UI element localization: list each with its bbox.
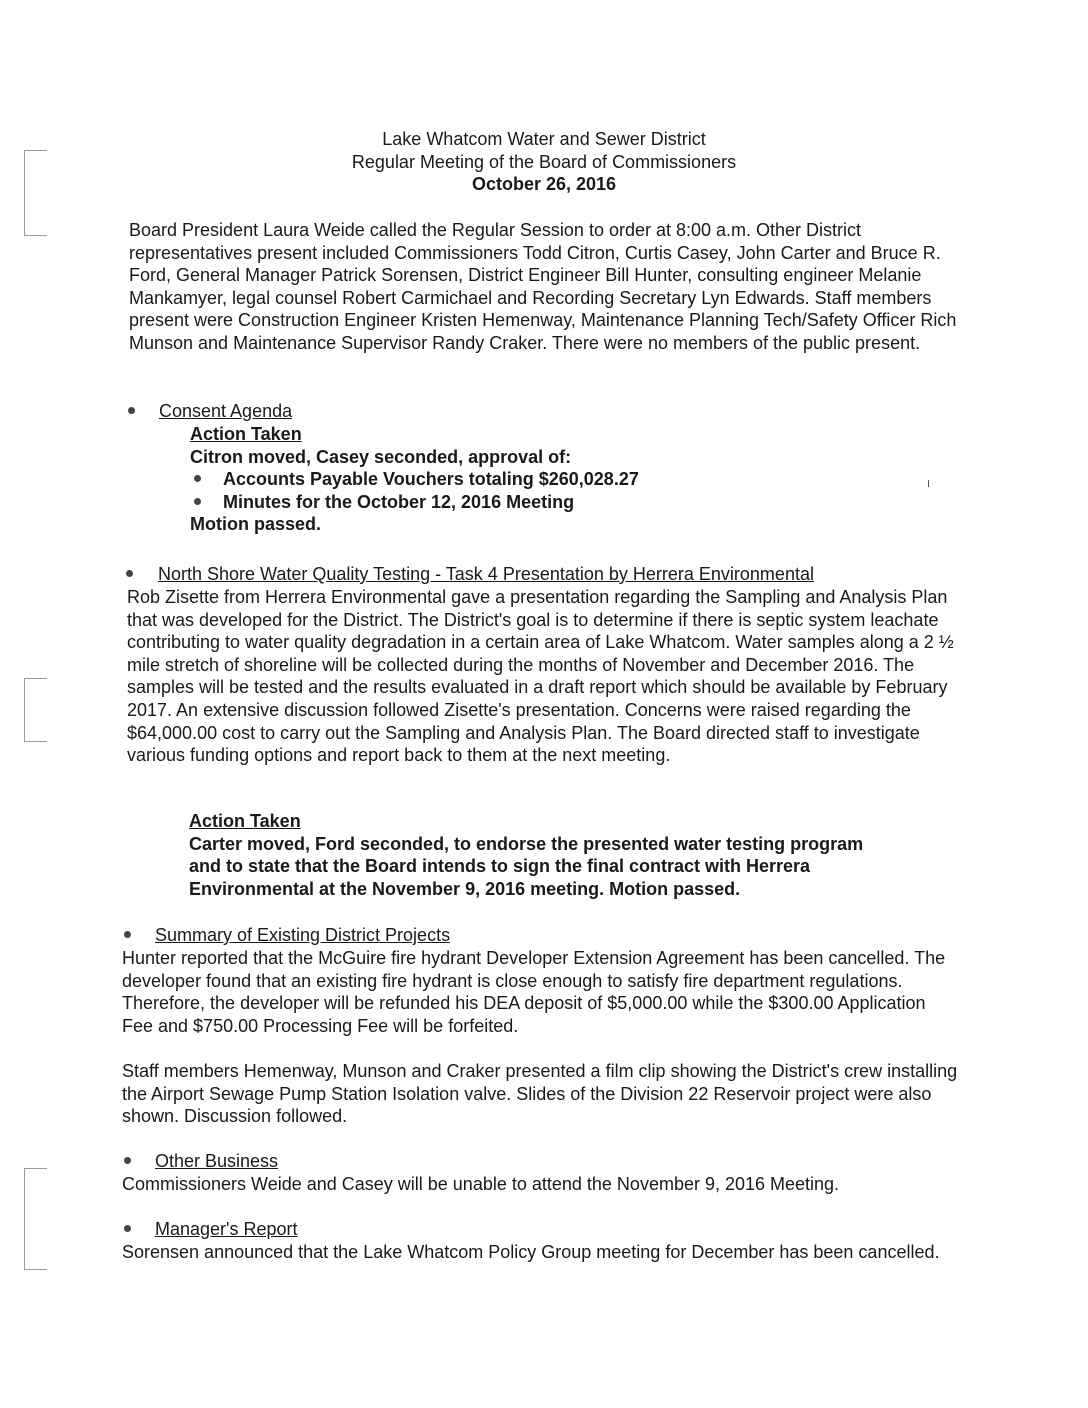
bullet-icon bbox=[194, 498, 201, 505]
manager-heading-line bbox=[124, 1218, 298, 1241]
binder-mark bbox=[24, 678, 47, 742]
north-shore-action-block bbox=[189, 810, 969, 900]
consent-item: Accounts Payable Vouchers totaling $260,028.27 bbox=[190, 468, 970, 491]
north-shore-paragraph: Rob Zisette from Herrera Environmental gave a presentation regarding the Sampling and Analysis Plan that was developed for the District. The District's goal is to determine if there is septic system leachate contributing to water quality degradation in a certain area of Lake Whatcom. Water samples along a 2 ½ mile stretch of shoreline will be collected during the months of November and December 2016. The samples will be tested and the results evaluated in a draft report which should be available by February 2017. An extensive discussion followed Zisette's presentation. Concerns were raised regarding the $64,000.00 cost to carry out the Sampling and Analysis Plan. The Board directed staff to investigate various funding options and report back to them at the next meeting. bbox=[127, 587, 954, 766]
other-heading-line bbox=[124, 1150, 278, 1173]
bullet-icon bbox=[128, 407, 135, 414]
north-shore-heading: North Shore Water Quality Testing - Task 4 Presentation by Herrera Environmental bbox=[158, 564, 814, 584]
org-name: Lake Whatcom Water and Sewer District bbox=[382, 129, 706, 149]
meeting-title: Regular Meeting of the Board of Commissioners bbox=[351, 151, 737, 172]
consent-heading: Consent Agenda bbox=[159, 401, 293, 421]
bullet-icon bbox=[124, 931, 131, 938]
intro-paragraph: Board President Laura Weide called the Regular Session to order at 8:00 a.m. Other District representatives present included Commissioners Todd Citron, Curtis Casey, John Carter and Bruce R. Ford, General Manager Patrick Sorensen, District Engineer Bill Hunter, consulting engineer Melanie Mankamyer, legal counsel Robert Carmichael and Recording Secretary Lyn Edwards. Staff members present were Construction Engineer Kristen Hemenway, Maintenance Planning Tech/Safety Officer Rich Munson and Maintenance Supervisor Randy Craker. There were no members of the public present. bbox=[129, 220, 957, 353]
consent-motion: Citron moved, Casey seconded, approval of: bbox=[190, 446, 572, 467]
projects-paragraph-2: Staff members Hemenway, Munson and Craker presented a film clip showing the District's crew installing the Airport Sewage Pump Station Isolation valve. Slides of the Division 22 Reservoir project were also shown. Discussion followed. bbox=[122, 1061, 958, 1127]
consent-action-label: Action Taken bbox=[190, 424, 302, 444]
meeting-date: October 26, 2016 bbox=[471, 174, 617, 195]
projects-heading: Summary of Existing District Projects bbox=[155, 925, 451, 945]
bullet-icon bbox=[124, 1157, 131, 1164]
document-header bbox=[0, 128, 1088, 196]
bullet-icon bbox=[124, 1225, 131, 1232]
projects-paragraph-1: Hunter reported that the McGuire fire hydrant Developer Extension Agreement has been cancelled. The developer found that an existing fire hydrant is close enough to satisfy fire department regulations. Therefore, the developer will be refunded his DEA deposit of $5,000.00 while the $300.00 Application Fee and $750.00 Processing Fee will be forfeited. bbox=[122, 948, 946, 1036]
north-shore-action-line: Carter moved, Ford seconded, to endorse the presented water testing program bbox=[189, 833, 864, 854]
bullet-icon bbox=[126, 570, 133, 577]
consent-result: Motion passed. bbox=[190, 514, 322, 535]
north-shore-action-label: Action Taken bbox=[189, 811, 301, 831]
consent-item: Minutes for the October 12, 2016 Meeting bbox=[190, 491, 970, 514]
projects-heading-line bbox=[124, 924, 450, 947]
manager-heading: Manager's Report bbox=[155, 1219, 298, 1239]
other-heading: Other Business bbox=[155, 1151, 279, 1171]
bullet-icon bbox=[194, 475, 201, 482]
consent-heading-line bbox=[128, 400, 292, 423]
north-shore-heading-line bbox=[126, 563, 814, 586]
other-paragraph: Commissioners Weide and Casey will be unable to attend the November 9, 2016 Meeting. bbox=[122, 1174, 840, 1194]
consent-action-block bbox=[190, 423, 970, 536]
north-shore-action-line: Environmental at the November 9, 2016 meeting. Motion passed. bbox=[189, 878, 741, 899]
manager-paragraph: Sorensen announced that the Lake Whatcom Policy Group meeting for December has been cancelled. bbox=[122, 1242, 940, 1262]
north-shore-action-line: and to state that the Board intends to sign the final contract with Herrera bbox=[189, 856, 811, 877]
binder-mark bbox=[24, 1168, 47, 1270]
